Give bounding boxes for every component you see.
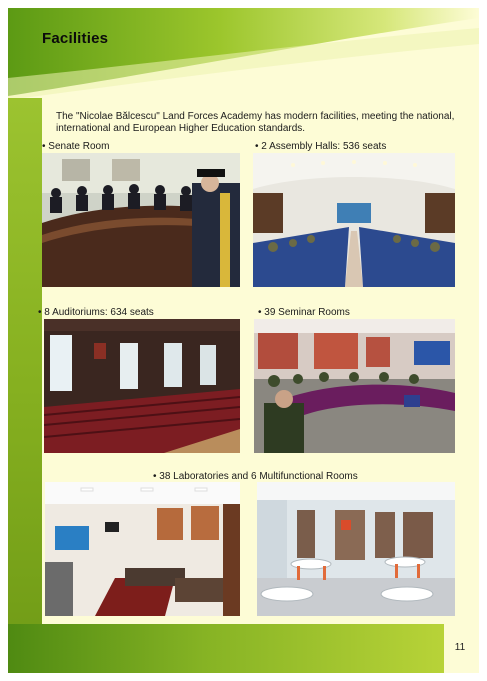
header-band — [8, 8, 479, 108]
photo-multifunctional-room — [257, 482, 455, 616]
photo-seminar-room — [254, 319, 455, 453]
caption-seminar-rooms: • 39 Seminar Rooms — [258, 307, 350, 318]
photo-auditorium — [44, 319, 240, 453]
footer-band — [8, 624, 444, 673]
photo-senate-room — [42, 153, 240, 287]
caption-laboratories: • 38 Laboratories and 6 Multifunctional Rooms — [153, 471, 358, 482]
intro-paragraph: The "Nicolae Bălcescu" Land Forces Academy has modern facilities, meeting the national, international and European Higher Education standards. — [56, 111, 455, 134]
caption-senate-room: • Senate Room — [42, 141, 110, 152]
photo-assembly-hall — [253, 153, 455, 287]
page-number: 11 — [454, 642, 466, 653]
caption-auditoriums: • 8 Auditoriums: 634 seats — [38, 307, 154, 318]
caption-assembly-halls: • 2 Assembly Halls: 536 seats — [255, 141, 387, 152]
photo-laboratory — [45, 482, 240, 616]
brochure-page — [8, 8, 479, 673]
left-green-stripe — [8, 98, 42, 673]
page-title: Facilities — [42, 30, 109, 47]
